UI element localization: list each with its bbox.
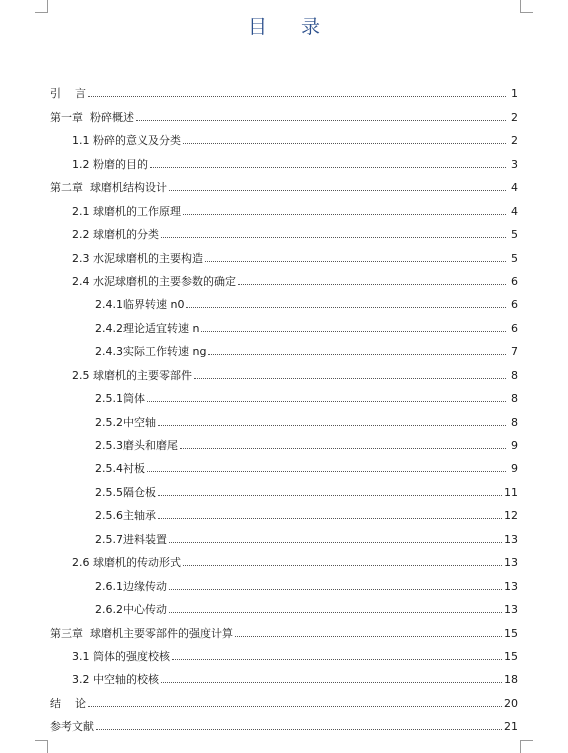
toc-entry[interactable] bbox=[50, 359, 518, 382]
toc-entry[interactable] bbox=[50, 641, 518, 664]
toc-entry-page-number: 13 bbox=[504, 556, 518, 570]
toc-entry[interactable] bbox=[50, 219, 518, 242]
toc-entry-page-number: 4 bbox=[511, 204, 518, 218]
toc-entry[interactable] bbox=[50, 500, 518, 523]
toc-entry[interactable] bbox=[50, 430, 518, 453]
toc-entry-page-number: 6 bbox=[511, 298, 518, 312]
toc-entry-label: 2.5.7进料装置 bbox=[95, 532, 167, 546]
toc-entry[interactable] bbox=[50, 594, 518, 617]
toc-entry-label: 第二章 球磨机结构设计 bbox=[50, 181, 167, 195]
table-of-contents bbox=[50, 78, 518, 734]
dot-leader bbox=[150, 167, 506, 168]
toc-entry-page-number: 15 bbox=[504, 626, 518, 640]
toc-entry[interactable] bbox=[50, 266, 518, 289]
toc-entry-page-number: 8 bbox=[511, 368, 518, 382]
toc-entry[interactable] bbox=[50, 617, 518, 640]
dot-leader bbox=[169, 612, 502, 613]
dot-leader bbox=[158, 495, 502, 496]
toc-entry[interactable] bbox=[50, 336, 518, 359]
toc-entry[interactable] bbox=[50, 570, 518, 593]
toc-entry-page-number: 1 bbox=[511, 87, 518, 101]
toc-entry[interactable] bbox=[50, 289, 518, 312]
toc-entry-page-number: 6 bbox=[511, 274, 518, 288]
toc-entry-page-number: 3 bbox=[511, 157, 518, 171]
dot-leader bbox=[147, 401, 506, 402]
toc-entry[interactable] bbox=[50, 523, 518, 546]
toc-entry-label: 1.2 粉磨的目的 bbox=[72, 157, 148, 171]
dot-leader bbox=[158, 518, 502, 519]
toc-entry-label: 参考文献 bbox=[50, 720, 94, 734]
toc-entry-label: 2.2 球磨机的分类 bbox=[72, 228, 159, 242]
toc-entry[interactable] bbox=[50, 78, 518, 101]
toc-entry[interactable] bbox=[50, 453, 518, 476]
toc-entry-page-number: 11 bbox=[504, 485, 518, 499]
toc-entry-page-number: 21 bbox=[504, 720, 518, 734]
toc-entry[interactable] bbox=[50, 148, 518, 171]
toc-entry-label: 2.5.3磨头和磨尾 bbox=[95, 439, 178, 452]
toc-entry-page-number: 7 bbox=[511, 345, 518, 359]
dot-leader bbox=[161, 237, 506, 238]
toc-entry-page-number: 5 bbox=[511, 251, 518, 265]
toc-entry-label: 结 论 bbox=[50, 696, 86, 710]
dot-leader bbox=[183, 143, 506, 144]
toc-entry-page-number: 18 bbox=[504, 673, 518, 687]
dot-leader bbox=[147, 471, 506, 472]
toc-entry[interactable] bbox=[50, 125, 518, 148]
toc-entry-page-number: 2 bbox=[511, 110, 518, 124]
toc-entry-label: 3.2 中空轴的校核 bbox=[72, 673, 159, 687]
toc-entry-label: 2.6.1边缘传动 bbox=[95, 579, 167, 593]
toc-entry-label: 2.1 球磨机的工作原理 bbox=[72, 204, 181, 218]
toc-entry-label: 第一章 粉碎概述 bbox=[50, 110, 134, 124]
toc-entry-page-number: 13 bbox=[504, 532, 518, 546]
dot-leader bbox=[194, 378, 506, 379]
toc-entry-label: 2.4 水泥球磨机的主要参数的确定 bbox=[72, 274, 236, 288]
toc-entry-page-number: 13 bbox=[504, 603, 518, 617]
toc-entry-page-number: 20 bbox=[504, 696, 518, 710]
toc-entry[interactable] bbox=[50, 101, 518, 124]
toc-entry[interactable] bbox=[50, 195, 518, 218]
toc-entry-label: 3.1 筒体的强度校核 bbox=[72, 649, 170, 663]
dot-leader bbox=[161, 682, 502, 683]
toc-entry[interactable] bbox=[50, 312, 518, 335]
dot-leader bbox=[169, 542, 502, 543]
toc-entry-page-number: 13 bbox=[504, 579, 518, 593]
toc-title: 目 录 bbox=[247, 16, 335, 38]
dot-leader bbox=[238, 284, 506, 285]
dot-leader bbox=[201, 331, 506, 332]
dot-leader bbox=[205, 261, 506, 262]
toc-entry-page-number: 2 bbox=[511, 134, 518, 148]
dot-leader bbox=[186, 307, 506, 308]
dot-leader bbox=[88, 96, 506, 97]
dot-leader bbox=[172, 659, 502, 660]
toc-entry-label: 2.4.3实际工作转速 ng bbox=[95, 345, 207, 359]
dot-leader bbox=[183, 214, 506, 215]
toc-entry-label: 2.5.5隔仓板 bbox=[95, 485, 156, 499]
toc-entry-page-number: 8 bbox=[511, 392, 518, 406]
toc-entry-page-number: 5 bbox=[511, 228, 518, 242]
toc-entry[interactable] bbox=[50, 383, 518, 406]
dot-leader bbox=[136, 120, 506, 121]
dot-leader bbox=[208, 354, 506, 355]
dot-leader bbox=[183, 565, 502, 566]
dot-leader bbox=[96, 729, 502, 730]
toc-entry-page-number: 9 bbox=[511, 439, 518, 452]
toc-entry-label: 2.5.2中空轴 bbox=[95, 415, 156, 429]
toc-entry-page-number: 9 bbox=[511, 462, 518, 476]
toc-entry[interactable] bbox=[50, 687, 518, 710]
toc-entry[interactable] bbox=[50, 172, 518, 195]
toc-entry-page-number: 4 bbox=[511, 181, 518, 195]
toc-entry-label: 2.5.1筒体 bbox=[95, 392, 145, 406]
toc-entry-label: 2.6.2中心传动 bbox=[95, 603, 167, 617]
toc-entry-label: 2.3 水泥球磨机的主要构造 bbox=[72, 251, 203, 265]
toc-entry-label: 2.6 球磨机的传动形式 bbox=[72, 556, 181, 570]
toc-entry-page-number: 6 bbox=[511, 321, 518, 335]
toc-entry[interactable] bbox=[50, 547, 518, 570]
toc-entry-label: 1.1 粉碎的意义及分类 bbox=[72, 134, 181, 148]
toc-entry-label: 2.5 球磨机的主要零部件 bbox=[72, 368, 192, 382]
toc-entry-label: 2.4.2理论适宜转速 n bbox=[95, 321, 200, 335]
dot-leader bbox=[158, 425, 506, 426]
toc-entry[interactable] bbox=[50, 664, 518, 687]
toc-entry-label: 2.5.6主轴承 bbox=[95, 509, 156, 523]
toc-entry[interactable] bbox=[50, 476, 518, 499]
toc-entry-page-number: 12 bbox=[504, 509, 518, 523]
dot-leader bbox=[169, 190, 506, 191]
toc-entry-label: 引 言 bbox=[50, 87, 86, 101]
dot-leader bbox=[88, 706, 502, 707]
toc-entry-label: 2.4.1临界转速 n0 bbox=[95, 298, 185, 312]
toc-entry[interactable] bbox=[50, 242, 518, 265]
crop-mark-bottom-right bbox=[520, 740, 533, 753]
toc-entry-page-number: 8 bbox=[511, 415, 518, 429]
dot-leader bbox=[169, 589, 502, 590]
toc-entry-label: 2.5.4衬板 bbox=[95, 462, 145, 476]
dot-leader bbox=[235, 636, 502, 637]
dot-leader bbox=[180, 448, 506, 449]
toc-entry[interactable] bbox=[50, 406, 518, 429]
crop-mark-bottom-left bbox=[35, 740, 48, 753]
toc-entry-page-number: 15 bbox=[504, 649, 518, 663]
toc-entry[interactable] bbox=[50, 711, 518, 734]
toc-entry-label: 第三章 球磨机主要零部件的强度计算 bbox=[50, 626, 233, 640]
